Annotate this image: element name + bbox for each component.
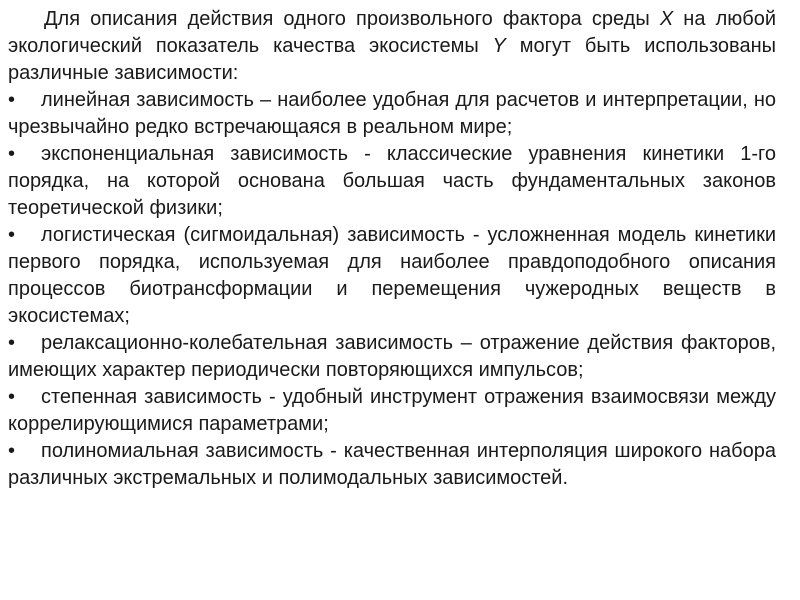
dependency-list <box>8 87 776 492</box>
list-item-text: полиномиальная зависимость - качественная интерполяция широкого набора различных экстремальных и полимодальных зависимостей. <box>8 440 776 489</box>
list-item <box>8 141 776 222</box>
list-item-text: степенная зависимость - удобный инструмент отражения взаимосвязи между коррелирующимися параметрами; <box>8 386 776 435</box>
intro-text-2: на любой экологический показатель качества экосистемы <box>8 8 777 57</box>
bullet-icon: • <box>8 440 16 462</box>
variable-y: Y <box>492 35 506 57</box>
list-item <box>8 87 776 141</box>
intro-text-3: могут быть использованы различные зависимости: <box>8 35 776 84</box>
bullet-icon: • <box>8 224 16 246</box>
list-item-text: экспоненциальная зависимость - классические уравнения кинетики 1-го порядка, на которой основана большая часть фундаментальных законов теоретической физики; <box>8 143 776 219</box>
intro-paragraph <box>8 6 776 87</box>
bullet-icon: • <box>8 89 16 111</box>
intro-text-1: Для описания действия одного произвольного фактора среды <box>44 8 660 30</box>
list-item <box>8 222 776 330</box>
bullet-icon: • <box>8 143 16 165</box>
list-item-text: релаксационно-колебательная зависимость – отражение действия факторов, имеющих характер периодически повторяющихся импульсов; <box>8 332 776 381</box>
variable-x: X <box>659 8 674 30</box>
list-item <box>8 330 776 384</box>
list-item-text: логистическая (сигмоидальная) зависимость - усложненная модель кинетики первого порядка, используемая для наиболее правдоподобного описания процессов биотрансформации и перемещения чужеродных веществ в экосистемах; <box>8 224 776 327</box>
bullet-icon: • <box>8 386 16 408</box>
list-item <box>8 384 776 438</box>
bullet-icon: • <box>8 332 16 354</box>
slide-body <box>8 6 776 492</box>
list-item-text: линейная зависимость – наиболее удобная для расчетов и интерпретации, но чрезвычайно редко встречающаяся в реальном мире; <box>8 89 776 138</box>
list-item <box>8 438 776 492</box>
